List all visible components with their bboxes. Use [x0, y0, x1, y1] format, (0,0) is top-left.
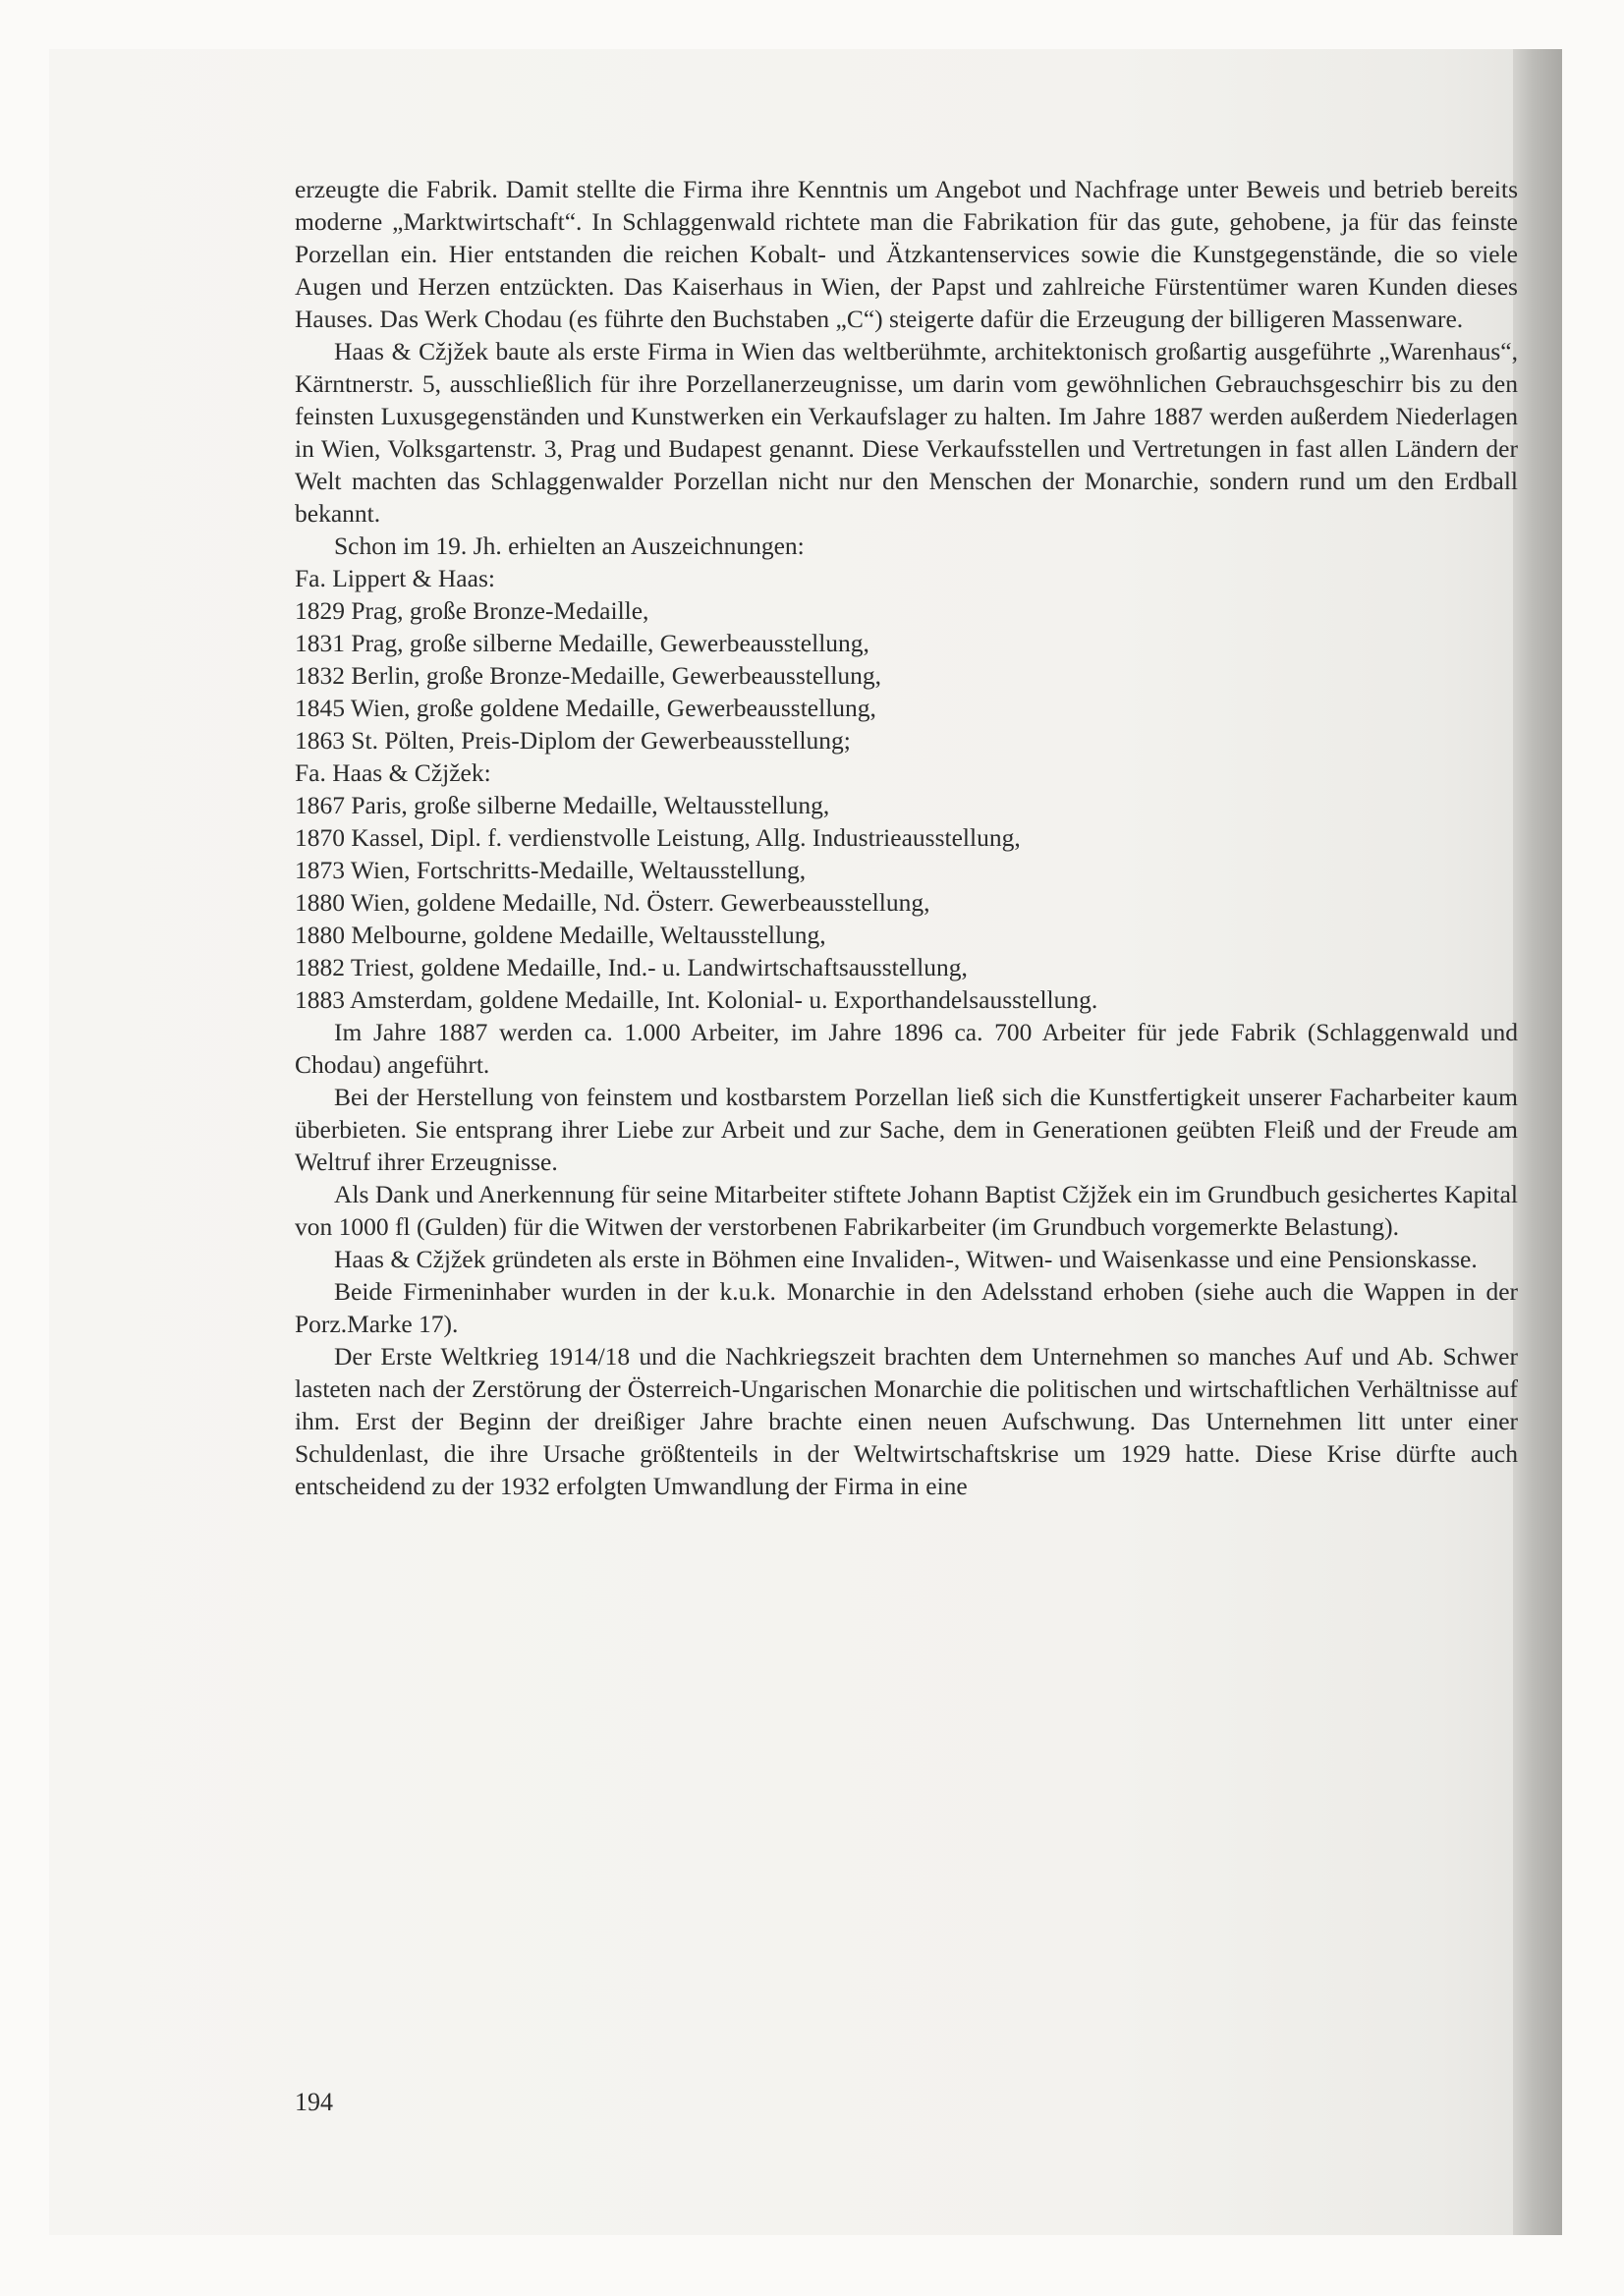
award-list-item: 1882 Triest, goldene Medaille, Ind.- u. Landwirtschaftsausstellung,	[295, 953, 968, 981]
award-list-item: 1832 Berlin, große Bronze-Medaille, Gewerbeausstellung,	[295, 661, 881, 690]
paragraph-awards-intro: Schon im 19. Jh. erhielten an Auszeichnungen:	[334, 532, 805, 560]
paragraph-worker-count: Im Jahre 1887 werden ca. 1.000 Arbeiter, im Jahre 1896 ca. 700 Arbeiter für jede Fabrik (Schlaggenwald und Chodau) angeführt.	[295, 1018, 1518, 1079]
paragraph-warehouse-vienna: Haas & Cžjžek baute als erste Firma in Wien das weltberühmte, architektonisch großartig ausgeführte „Warenhaus“, Kärntnerstr. 5, ausschließlich für ihre Porzellanerzeugnisse, um darin vom gewöhnlichen Gebrauchsgeschirr bis zu den feinsten Luxusgegenständen und Kunstwerken ein Verkaufslager zu halten. Im Jahre 1887 werden außerdem Niederlagen in Wien, Volksgartenstr. 3, Prag und Budapest genannt. Diese Verkaufsstellen und Vertretungen in fast allen Ländern der Welt machten das Schlaggenwalder Porzellan nicht nur den Menschen der Monarchie, sondern rund um den Erdball bekannt.	[295, 337, 1518, 528]
binding-shadow	[1513, 49, 1562, 2235]
paragraph-nobility: Beide Firmeninhaber wurden in der k.u.k. Monarchie in den Adelsstand erhoben (siehe auch die Wappen in der Porz.Marke 17).	[295, 1277, 1518, 1338]
award-list-item: 1867 Paris, große silberne Medaille, Weltausstellung,	[295, 791, 830, 819]
award-list-item: 1880 Wien, goldene Medaille, Nd. Österr. Gewerbeausstellung,	[295, 888, 930, 917]
paragraph-widows-fund: Als Dank und Anerkennung für seine Mitarbeiter stiftete Johann Baptist Cžjžek ein im Grundbuch gesichertes Kapital von 1000 fl (Gulden) für die Witwen der verstorbenen Fabrikarbeiter (im Grundbuch vorgemerkte Belastung).	[295, 1180, 1518, 1241]
award-list-item: 1873 Wien, Fortschritts-Medaille, Weltausstellung,	[295, 856, 807, 884]
award-list-heading-haas-czjzek: Fa. Haas & Cžjžek:	[295, 758, 491, 787]
award-list	[295, 562, 1518, 1016]
award-list-item: 1870 Kassel, Dipl. f. verdienstvolle Leistung, Allg. Industrieausstellung,	[295, 823, 1021, 852]
award-list-item: 1845 Wien, große goldene Medaille, Gewerbeausstellung,	[295, 694, 876, 722]
paragraph-world-war: Der Erste Weltkrieg 1914/18 und die Nachkriegszeit brachten dem Unternehmen so manches Auf und Ab. Schwer lasteten nach der Zerstörung der Österreich-Ungarischen Monarchie die politischen und wirtschaftlichen Verhältnisse auf ihm. Erst der Beginn der dreißiger Jahre brachte einen neuen Aufschwung. Das Unternehmen litt unter einer Schuldenlast, die ihre Ursache größtenteils in der Weltwirtschaftskrise um 1929 hatte. Diese Krise dürfte auch entscheidend zu der 1932 erfolgten Umwandlung der Firma in eine	[295, 1342, 1518, 1500]
award-list-item: 1829 Prag, große Bronze-Medaille,	[295, 596, 649, 625]
page-body-text	[295, 173, 1518, 1502]
paragraph-pension-fund: Haas & Cžjžek gründeten als erste in Böhmen eine Invaliden-, Witwen- und Waisenkasse und eine Pensionskasse.	[334, 1245, 1478, 1273]
paragraph-factory-production: erzeugte die Fabrik. Damit stellte die Firma ihre Kenntnis um Angebot und Nachfrage unter Beweis und betrieb bereits moderne „Marktwirtschaft“. In Schlaggenwald richtete man die Fabrikation für das gute, gehobene, ja für das feinste Porzellan ein. Hier entstanden die reichen Kobalt- und Ätzkantenservices sowie die Kunstgegenstände, die so viele Augen und Herzen entzückten. Das Kaiserhaus in Wien, der Papst und zahlreiche Fürstentümer waren Kunden dieses Hauses. Das Werk Chodau (es führte den Buchstaben „C“) steigerte dafür die Erzeugung der billigeren Massenware.	[295, 175, 1518, 333]
award-list-item: 1883 Amsterdam, goldene Medaille, Int. Kolonial- u. Exporthandelsausstellung.	[295, 985, 1098, 1014]
page-number: 194	[295, 2088, 333, 2116]
award-list-item: 1831 Prag, große silberne Medaille, Gewerbeausstellung,	[295, 629, 869, 657]
award-list-item: 1880 Melbourne, goldene Medaille, Weltausstellung,	[295, 921, 826, 949]
paragraph-craftsmanship: Bei der Herstellung von feinstem und kostbarstem Porzellan ließ sich die Kunstfertigkeit unserer Facharbeiter kaum überbieten. Sie entsprang ihrer Liebe zur Arbeit und zur Sache, dem in Generationen geübten Fleiß und der Freude am Weltruf ihrer Erzeugnisse.	[295, 1083, 1518, 1176]
award-list-item: 1863 St. Pölten, Preis-Diplom der Gewerbeausstellung;	[295, 726, 851, 755]
award-list-heading-lippert-haas: Fa. Lippert & Haas:	[295, 564, 495, 592]
